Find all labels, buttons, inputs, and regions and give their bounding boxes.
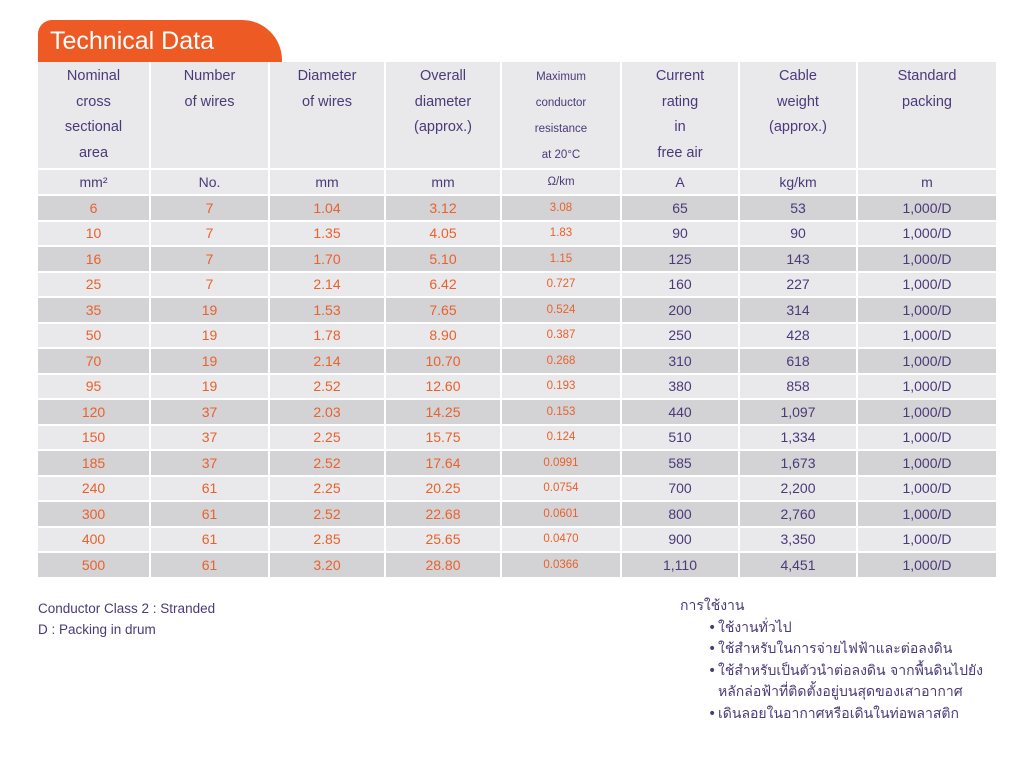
table-cell: 1.04 (270, 194, 386, 220)
table-cell: 19 (151, 347, 270, 373)
column-header (386, 62, 502, 168)
table-cell: 10.70 (386, 347, 502, 373)
column-header-line: Nominal (66, 68, 121, 84)
column-header-line: cross (76, 93, 111, 110)
table-body (38, 194, 996, 577)
section-title: Technical Data (38, 20, 282, 62)
table-cell: 2.85 (270, 526, 386, 552)
table-cell: 0.0991 (502, 449, 622, 475)
column-unit: No. (151, 168, 270, 194)
table-row (38, 296, 996, 322)
table-cell: 61 (151, 551, 270, 577)
column-header-line: of wires (184, 93, 235, 110)
table-cell: 6.42 (386, 271, 502, 297)
column-header-line: Overall (420, 68, 466, 84)
table-cell: 50 (38, 322, 151, 348)
table-cell: 3.12 (386, 194, 502, 220)
column-header (38, 62, 151, 168)
table-cell: 17.64 (386, 449, 502, 475)
column-header-line: in (674, 119, 686, 135)
table-cell: 227 (740, 271, 858, 297)
table-cell: 16 (38, 245, 151, 271)
table-cell: 150 (38, 424, 151, 450)
table-cell: 90 (622, 220, 740, 246)
table-cell: 0.153 (502, 398, 622, 424)
table-cell: 7 (151, 245, 270, 271)
table-cell: 20.25 (386, 475, 502, 501)
table-cell: 0.524 (502, 296, 622, 322)
table-cell: 2,760 (740, 500, 858, 526)
table-cell: 1,000/D (858, 475, 996, 501)
column-header (622, 62, 740, 168)
table-cell: 25 (38, 271, 151, 297)
table-cell: 0.193 (502, 373, 622, 399)
table-cell: 37 (151, 424, 270, 450)
table-cell: 7 (151, 220, 270, 246)
table-cell: 19 (151, 296, 270, 322)
usage-item-line: หลักล่อฟ้าที่ติดตั้งอยู่บนสุดของเสาอากาศ (718, 684, 963, 700)
table-cell: 3,350 (740, 526, 858, 552)
column-header-line: Current (655, 68, 705, 84)
table-cell: 800 (622, 500, 740, 526)
table-cell: 95 (38, 373, 151, 399)
table-cell: 2.14 (270, 347, 386, 373)
table-cell: 1,000/D (858, 373, 996, 399)
table-cell: 0.0601 (502, 500, 622, 526)
table-row (38, 322, 996, 348)
table-cell: 1,000/D (858, 551, 996, 577)
table-cell: 310 (622, 347, 740, 373)
table-cell: 1,000/D (858, 500, 996, 526)
column-unit: kg/km (740, 168, 858, 194)
table-cell: 314 (740, 296, 858, 322)
table-row (38, 245, 996, 271)
table-cell: 1,000/D (858, 449, 996, 475)
column-header-line: at 20°C (541, 149, 581, 161)
table-row (38, 526, 996, 552)
table-cell: 2.52 (270, 373, 386, 399)
table-cell: 0.0366 (502, 551, 622, 577)
column-header-line: packing (902, 93, 952, 110)
table-cell: 250 (622, 322, 740, 348)
table-cell: 160 (622, 271, 740, 297)
column-header-line: Standard (897, 68, 957, 84)
table-cell: 440 (622, 398, 740, 424)
table-cell: 1,000/D (858, 194, 996, 220)
table-cell: 2.25 (270, 424, 386, 450)
table-row (38, 449, 996, 475)
note-conductor-class: Conductor Class 2 : Stranded (38, 601, 216, 616)
usage-item (708, 639, 983, 661)
table-cell: 2.52 (270, 449, 386, 475)
usage-item (708, 618, 983, 640)
table-cell: 19 (151, 373, 270, 399)
table-cell: 6 (38, 194, 151, 220)
column-header-line: (approx.) (768, 119, 828, 135)
table-cell: 37 (151, 398, 270, 424)
table-cell: 5.10 (386, 245, 502, 271)
table-cell: 500 (38, 551, 151, 577)
usage-list (680, 618, 983, 726)
table-cell: 240 (38, 475, 151, 501)
usage-item-line: • ใช้งานทั่วไป (718, 619, 792, 636)
table-cell: 61 (151, 475, 270, 501)
table-cell: 1.78 (270, 322, 386, 348)
column-header (270, 62, 386, 168)
column-header (740, 62, 858, 168)
usage-section (680, 596, 983, 725)
column-header-line: rating (661, 93, 699, 110)
table-cell: 120 (38, 398, 151, 424)
column-header-line: resistance (534, 123, 588, 135)
column-header-line: Cable (779, 68, 817, 84)
table-cell: 65 (622, 194, 740, 220)
table-cell: 400 (38, 526, 151, 552)
table-cell: 22.68 (386, 500, 502, 526)
table-cell: 61 (151, 526, 270, 552)
table-cell: 1,000/D (858, 526, 996, 552)
table-cell: 2,200 (740, 475, 858, 501)
table-cell: 0.0470 (502, 526, 622, 552)
table-cell: 858 (740, 373, 858, 399)
column-header-line: free air (657, 144, 703, 161)
table-cell: 4.05 (386, 220, 502, 246)
table-cell: 1,000/D (858, 271, 996, 297)
usage-item (708, 704, 983, 726)
table-cell: 14.25 (386, 398, 502, 424)
table-cell: 143 (740, 245, 858, 271)
table-cell: 25.65 (386, 526, 502, 552)
table-cell: 2.25 (270, 475, 386, 501)
table-cell: 7 (151, 194, 270, 220)
table-cell: 0.387 (502, 322, 622, 348)
table-cell: 900 (622, 526, 740, 552)
table-cell: 1,000/D (858, 347, 996, 373)
table-row (38, 373, 996, 399)
table-cell: 1.53 (270, 296, 386, 322)
table-cell: 2.03 (270, 398, 386, 424)
table-cell: 28.80 (386, 551, 502, 577)
column-header-line: (approx.) (413, 119, 473, 135)
table-cell: 585 (622, 449, 740, 475)
column-header-line: area (78, 144, 109, 161)
table-cell: 8.90 (386, 322, 502, 348)
table-cell: 125 (622, 245, 740, 271)
table-cell: 2.14 (270, 271, 386, 297)
table-cell: 61 (151, 500, 270, 526)
column-header-line: of wires (302, 93, 352, 110)
table-cell: 1,000/D (858, 398, 996, 424)
table-cell: 1,000/D (858, 322, 996, 348)
table-cell: 3.08 (502, 194, 622, 220)
table-row (38, 194, 996, 220)
technical-data-table (38, 62, 996, 577)
table-row (38, 398, 996, 424)
column-header-line: sectional (64, 119, 123, 135)
table-cell: 0.0754 (502, 475, 622, 501)
table-header-row (38, 62, 996, 168)
table-cell: 19 (151, 322, 270, 348)
column-header-line: diameter (414, 93, 472, 110)
column-unit: mm² (38, 168, 151, 194)
column-header (858, 62, 996, 168)
usage-item (708, 661, 983, 704)
column-unit: Ω/km (502, 168, 622, 194)
column-header-line: Number (183, 68, 236, 84)
table-cell: 90 (740, 220, 858, 246)
table-cell: 1,673 (740, 449, 858, 475)
table-cell: 380 (622, 373, 740, 399)
table-cell: 7 (151, 271, 270, 297)
table-cell: 7.65 (386, 296, 502, 322)
table-cell: 1.83 (502, 220, 622, 246)
column-unit: mm (270, 168, 386, 194)
column-header-line: Diameter (297, 68, 357, 84)
table-cell: 1,334 (740, 424, 858, 450)
column-unit: m (858, 168, 996, 194)
usage-heading: การใช้งาน (680, 598, 745, 614)
note-packing: D : Packing in drum (38, 622, 156, 637)
table-row (38, 500, 996, 526)
column-header-line: conductor (535, 97, 587, 109)
column-header-line: Maximum (536, 71, 586, 83)
table-cell: 428 (740, 322, 858, 348)
table-cell: 35 (38, 296, 151, 322)
usage-item-line: • เดินลอยในอากาศหรือเดินในท่อพลาสติก (718, 705, 959, 722)
table-row (38, 220, 996, 246)
table-cell: 618 (740, 347, 858, 373)
table-cell: 185 (38, 449, 151, 475)
column-header-line: weight (777, 93, 819, 110)
table-row (38, 424, 996, 450)
column-header (151, 62, 270, 168)
table-cell: 0.124 (502, 424, 622, 450)
table-cell: 10 (38, 220, 151, 246)
table-row (38, 347, 996, 373)
table-cell: 4,451 (740, 551, 858, 577)
table-cell: 200 (622, 296, 740, 322)
table-cell: 37 (151, 449, 270, 475)
table-cell: 700 (622, 475, 740, 501)
table-cell: 70 (38, 347, 151, 373)
table-unit-row (38, 168, 996, 194)
table-row (38, 475, 996, 501)
table-cell: 1.15 (502, 245, 622, 271)
table-cell: 3.20 (270, 551, 386, 577)
table-row (38, 551, 996, 577)
table-row (38, 271, 996, 297)
table-cell: 1,110 (622, 551, 740, 577)
table-cell: 1,000/D (858, 220, 996, 246)
table-cell: 1.35 (270, 220, 386, 246)
table-cell: 2.52 (270, 500, 386, 526)
column-unit: mm (386, 168, 502, 194)
usage-item-line: • ใช้สำหรับในการจ่ายไฟฟ้าและต่อลงดิน (718, 641, 953, 657)
table-cell: 1,000/D (858, 296, 996, 322)
table-cell: 53 (740, 194, 858, 220)
table-cell: 1,000/D (858, 245, 996, 271)
column-header (502, 62, 622, 168)
column-unit: A (622, 168, 740, 194)
table-cell: 1.70 (270, 245, 386, 271)
table-cell: 12.60 (386, 373, 502, 399)
table-cell: 300 (38, 500, 151, 526)
table-cell: 15.75 (386, 424, 502, 450)
usage-item-line: • ใช้สำหรับเป็นตัวนำต่อลงดิน จากพื้นดินไปยัง (718, 662, 984, 679)
table-cell: 0.727 (502, 271, 622, 297)
table-cell: 1,097 (740, 398, 858, 424)
table-cell: 510 (622, 424, 740, 450)
notes (38, 598, 215, 640)
table-cell: 1,000/D (858, 424, 996, 450)
table-cell: 0.268 (502, 347, 622, 373)
